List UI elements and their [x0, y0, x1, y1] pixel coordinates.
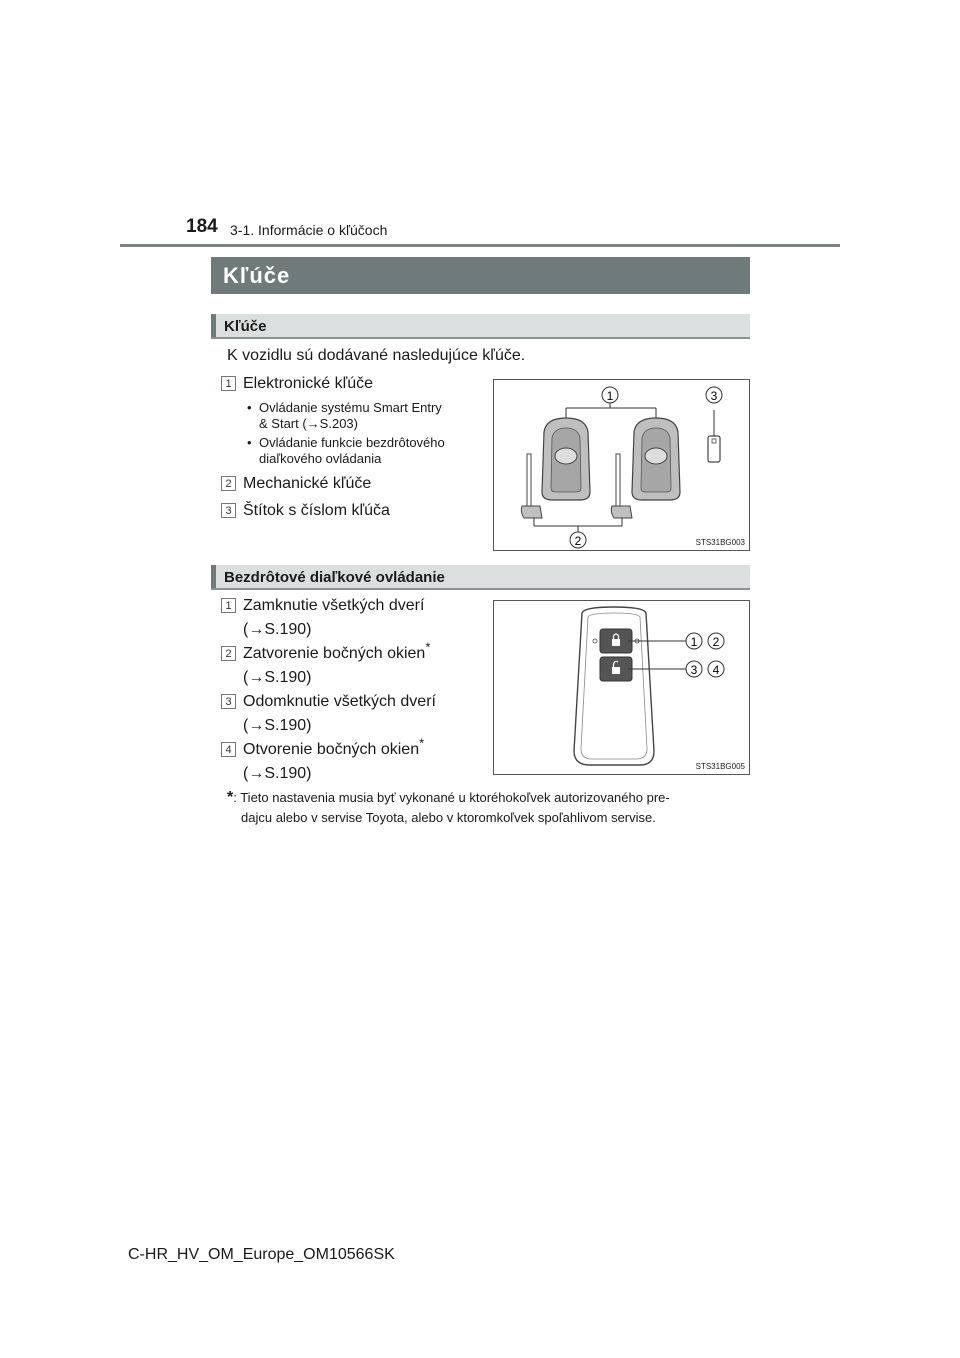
section-heading-remote — [211, 565, 750, 590]
bullet-dot: • — [247, 400, 252, 415]
bullet-item — [247, 400, 509, 432]
callout-2: 2 — [712, 635, 720, 649]
intro-text: K vozidlu sú dodávané nasledujúce kľúče. — [227, 347, 526, 364]
section-heading-keys — [211, 314, 750, 339]
item-number: 2 — [221, 646, 236, 661]
item-line: Zamknutie všetkých dverí — [243, 597, 425, 614]
footnote-marker: * — [227, 789, 234, 806]
page-number: 184 — [186, 216, 218, 237]
bullet-item — [247, 435, 509, 467]
figure-remote-control — [493, 600, 750, 775]
item-line: (→S.190) — [243, 621, 312, 638]
bullet-line: diaľkového ovládania — [259, 451, 382, 466]
figure-code: STS31BG005 — [695, 762, 745, 771]
footnote-line: : Tieto nastavenia musia byť vykonané u ktoréhokoľvek autorizovaného pre- — [233, 790, 670, 805]
item-text — [243, 594, 424, 642]
item-text: Mechanické kľúče — [243, 475, 372, 492]
item-text: Štítok s číslom kľúča — [243, 502, 390, 519]
item-text — [243, 639, 431, 690]
footnote — [227, 788, 757, 828]
callout-4: 4 — [712, 663, 720, 677]
callout-3: 3 — [690, 663, 698, 677]
item-number: 3 — [221, 694, 236, 709]
item-number: 3 — [221, 503, 236, 518]
footnote-marker: * — [425, 639, 431, 655]
section-heading-text: Kľúče — [224, 318, 267, 335]
title-band — [211, 257, 750, 294]
figure-electronic-keys — [493, 379, 750, 551]
bullet-line: & Start (→S.203) — [259, 416, 358, 431]
document-footer: C-HR_HV_OM_Europe_OM10566SK — [128, 1246, 395, 1263]
keys-illustration — [494, 380, 749, 550]
section-heading-text: Bezdrôtové diaľkové ovládanie — [224, 569, 445, 586]
callout-3: 3 — [710, 389, 718, 403]
bullet-line: Ovládanie funkcie bezdrôtového — [259, 435, 445, 450]
item-number: 1 — [221, 376, 236, 391]
item-line: Odomknutie všetkých dverí — [243, 693, 436, 710]
footnote-marker: * — [419, 735, 425, 751]
item-text — [243, 735, 425, 786]
callout-2: 2 — [574, 534, 582, 548]
remote-illustration — [494, 601, 749, 774]
bullet-line: Ovládanie systému Smart Entry — [259, 400, 442, 415]
item-text: Elektronické kľúče — [243, 375, 374, 392]
section-path: 3-1. Informácie o kľúčoch — [230, 222, 388, 238]
footnote-line: dajcu alebo v servise Toyota, alebo v ktoromkoľvek spoľahlivom servise. — [241, 810, 656, 825]
item-number: 4 — [221, 742, 236, 757]
callout-1: 1 — [606, 389, 614, 403]
callout-1: 1 — [690, 635, 698, 649]
item-line: (→S.190) — [243, 765, 312, 782]
item-number: 1 — [221, 598, 236, 613]
item-line: (→S.190) — [243, 717, 312, 734]
item-line: Otvorenie bočných okien — [243, 741, 420, 758]
page-title: Kľúče — [223, 263, 291, 288]
item-line: (→S.190) — [243, 669, 312, 686]
item-line: Zatvorenie bočných okien — [243, 645, 426, 662]
item-text — [243, 690, 436, 738]
bullet-dot: • — [247, 435, 252, 450]
figure-code: STS31BG003 — [695, 538, 745, 547]
header-rule — [120, 244, 840, 247]
item-number: 2 — [221, 476, 236, 491]
